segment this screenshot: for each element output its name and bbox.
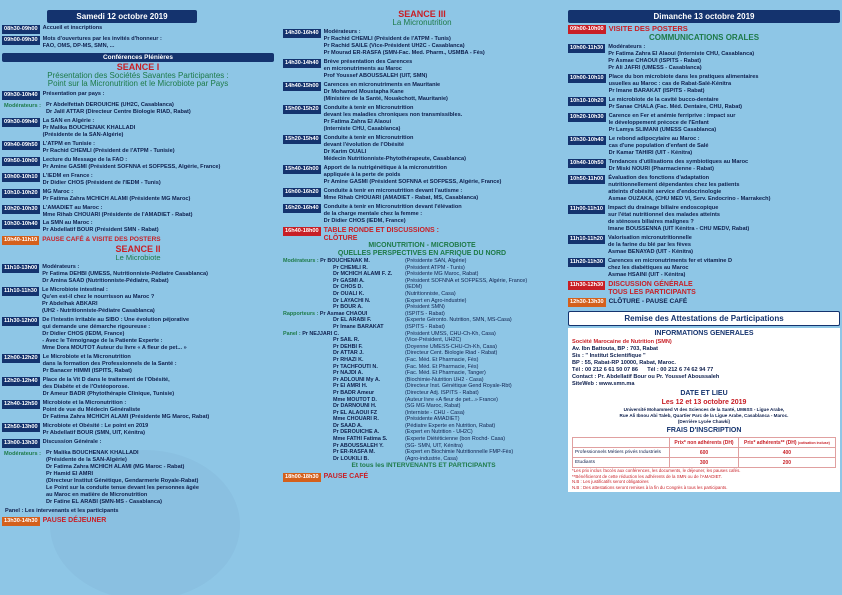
program-text: Microbiote et Obésité : Le point en 2019 Pr Abdellatif BOUR (SMN, UIT, Kénitra) — [42, 422, 149, 436]
person-name — [283, 311, 405, 318]
person-affiliation: (Agro-industrie, Casa) — [405, 455, 458, 462]
person-name — [283, 324, 405, 331]
venue-line: Rue Ali Ibnou Abi Taleb, Quartier Parc de la Ligue Arabe, Casablanca - Maroc. — [619, 413, 789, 419]
time-slot: 10h20-10h30 — [4, 205, 38, 212]
time-slot: 11h10-13h00 — [4, 265, 38, 272]
person-affiliation: (Pédiatre Experte en Nutrition, Rabat) — [405, 422, 496, 429]
person-row — [283, 423, 561, 430]
program-row — [283, 165, 561, 186]
person-affiliation: (Nutritionniste, Casa) — [405, 291, 456, 298]
program-row — [283, 188, 561, 202]
attestations-banner: Remise des Attestations de Participations — [568, 311, 840, 326]
person-row — [283, 364, 561, 371]
person-name — [283, 284, 405, 291]
person-name — [283, 390, 405, 397]
name: Pr BOUR A. — [333, 304, 363, 311]
program-row — [2, 102, 274, 116]
name: Pr Asmae CHAOUI — [319, 310, 368, 317]
person-affiliation: (Fac. Méd. Et Pharmacie, Fès) — [405, 363, 479, 370]
program-text: Apport de la nutrigénétique à la micronutrition appliquée à la perte de poids Pr Amine GASMI (Président SOFNNA et SOFPESS, Algérie, France) — [323, 165, 502, 186]
program-row — [2, 189, 274, 203]
program-text: Modérateurs : Pr Fatima Zahra El Alaoui (Interniste CHU, Casablanca) Pr Asmae CHAOUI (ISPITS - Rabat) Pr Ali JAFRI (UMESS - Casablanca) — [608, 44, 755, 72]
person-affiliation: (Expert en Nutrition - UH2C) — [405, 429, 473, 436]
person-affiliation: (ISPITS - Rabat) — [405, 310, 445, 317]
program-row — [283, 29, 561, 57]
program-row — [2, 25, 274, 34]
fees-title: FRAIS D'INSCRIPTION — [666, 426, 742, 434]
program-row — [2, 439, 274, 448]
person-name — [283, 443, 405, 450]
program-row — [568, 136, 840, 157]
program-text: De l'intestin irritable au SIBO : Une évolution péjorative qui demande une démarche rigoureuse : Dr Didier CHOS (IEDM, France) - Avec le Témoignage de la Patiente Experte : Mme Dora MOUTOT Auteur du livre « A fleur de pet... » — [42, 317, 190, 352]
general-discussion: 11h30-12h30 DISCUSSION GÉNÉRALE TOUS LES PARTICIPANTS — [570, 280, 696, 296]
person-name — [283, 331, 405, 338]
venue-line: Université Mohammed VI des Sciences de la Santé, UM6SS - Ligue Arabe, — [623, 407, 785, 413]
time-slot: 15h20-15h40 — [285, 136, 319, 143]
program-text: Conduite à tenir en Micronutrition devant les maladies chroniques non transmissibles. Pr Fatima Zahra El Alaoui (Interniste CHU, Casablanca) — [323, 105, 463, 133]
program-row — [2, 220, 274, 234]
person-name — [283, 350, 405, 357]
program-text: Mots d'ouvertures par les invités d'honneur : FAO, OMS, DP-MS, SMN, ... — [42, 35, 162, 49]
name: Pr BADR Ameur — [333, 389, 375, 396]
person-row — [283, 265, 561, 272]
time-slot: 14h40-15h00 — [285, 83, 319, 90]
person-affiliation: (Fac. Méd. Et Pharmacie, Fès) — [405, 356, 479, 363]
panel-1: Panel : Les intervenants et les participants — [5, 507, 119, 514]
person-affiliation: (ISPITS - Rabat) — [405, 323, 445, 330]
program-text: Présentation par pays : — [42, 90, 105, 97]
person-name — [283, 271, 405, 278]
person-row — [283, 350, 561, 357]
seance-2-subtitle: Le Microbiote — [115, 253, 161, 263]
person-name — [283, 278, 405, 285]
person-affiliation: (Président ATPM - Tunis) — [405, 264, 465, 271]
program-text: Carences en micronutriments fer et vitamine D chez les diabétiques au Maroc Asmae HSAINI (UIT - Kénitra) — [607, 257, 733, 278]
program-row — [2, 205, 274, 219]
name: Pr NEJJARI C. — [302, 330, 340, 337]
program-text: Discussion Générale : — [42, 438, 102, 445]
person-row — [283, 383, 561, 390]
program-text: Modérateurs : Pr Fatima DEHBI (UMESS, Nutritionniste-Pédiatre Casablanca) Dr Amina SAAD (Nutritionniste-Pédiatre, Rabat) — [42, 264, 208, 285]
info-line: Av. Ibn Battouta, BP : 703, Rabat — [572, 345, 658, 352]
list-label: Rapporteurs : — [283, 310, 320, 317]
date-title: DATE ET LIEU — [680, 389, 728, 397]
person-affiliation: (Expert en Agro-industrie) — [405, 297, 467, 304]
name: Pr SAIL R. — [333, 337, 360, 344]
person-name — [283, 258, 405, 265]
name: Pr ABOUSSALEH Y. — [333, 442, 384, 449]
time-slot: 09h40-09h50 — [4, 141, 38, 148]
name: Pr RHAZI K. — [333, 356, 364, 363]
time-slot: 10h00-10h10 — [570, 75, 604, 82]
person-affiliation: (SG MG Maroc, Rabat) — [405, 403, 461, 410]
name: Pr DEROUICHE A. — [333, 429, 380, 436]
person-row — [283, 436, 561, 443]
list-label: Modérateurs : — [283, 258, 321, 265]
time-slot: 10h20-10h30 — [570, 114, 604, 121]
fees-row-pro: Professionnels Métiers privés Industriels — [573, 448, 670, 458]
name: Mme FATHI Fatima S. — [333, 436, 388, 443]
time-slot: 11h20-11h30 — [570, 258, 603, 265]
program-text: Évaluation des fonctions d'adaptation nutritionnellement dépendantes chez les patients atteints d'obésité service d'endocrinologie Asmae OUZAKA, (CHU MED VI, Serv. Endocrino - Marrakech) — [608, 175, 771, 203]
info-title: INFORMATIONS GENERALES — [654, 330, 754, 338]
person-name — [283, 429, 405, 436]
program-text: Le Microbiote intestinal : Qu'en est-il chez le nourrisson au Maroc ? Pr Abdelhak ABKARI (UH2 - Nutritionniste-Pédiatre Casablanca) — [41, 287, 155, 315]
date-line: Les 12 et 13 octobre 2019 — [661, 398, 747, 406]
program-row — [2, 141, 274, 155]
seance-2-list — [2, 264, 274, 506]
name: Dr SAAD A. — [333, 422, 363, 429]
program-row — [2, 157, 274, 171]
person-row — [283, 449, 561, 456]
program-text: Microbiote et la Micronutrition : Point de vue du Médecin Généraliste Dr Fatima Zahra MCHICH ALAMI (Présidente MG Maroc, Rabat) — [42, 400, 210, 420]
time-slot: 11h00-11h10 — [570, 206, 603, 213]
fees-note: *Les prix inclus l'accès aux conférences, les documents, le déjeuner, les pauses cafés. — [572, 468, 741, 474]
name: Dr MCHICH ALAMI F. Z. — [333, 271, 393, 278]
person-row — [283, 304, 561, 311]
person-affiliation: (Directeur Cent. Biologie Riad - Rabat) — [405, 350, 498, 357]
name: Pr DEHBI F. — [333, 343, 363, 350]
day-title-sunday: Dimanche 13 octobre 2019 — [568, 10, 840, 23]
person-name — [283, 344, 405, 351]
time-slot: 08h30-09h00 — [4, 26, 38, 32]
person-affiliation: (Experte Géronto. Nutrition, SMN, MS-Casa) — [405, 317, 512, 324]
info-line: Sis : " Institut Scientifique " — [572, 352, 646, 359]
program-row — [2, 423, 274, 437]
fees-note: **Bénéficieront de cette réduction les adhérents de la SMN ou de l'AMADIET. — [572, 473, 722, 479]
info-line: Société Marocaine de Nutrition (SMN) — [572, 339, 672, 345]
column-saturday-afternoon — [283, 10, 561, 482]
time-slot: 11h10-11h20 — [570, 235, 603, 242]
name: Pr ADLOUNI My A. — [333, 376, 381, 383]
program-row — [2, 91, 274, 100]
time-slot: 16h20-16h40 — [285, 205, 319, 212]
closing: 12h30-13h30 CLÔTURE - PAUSE CAFÉ — [570, 298, 688, 306]
person-name — [283, 304, 405, 311]
conferences-header: Conférences Plénières — [2, 53, 274, 62]
time-slot: 14h30-16h40 — [285, 30, 319, 37]
person-name — [283, 357, 405, 364]
seance-2-title: SEANCE II — [115, 244, 161, 255]
day-title-saturday: Samedi 12 octobre 2019 — [47, 10, 197, 23]
program-row — [2, 354, 274, 375]
person-name — [283, 403, 405, 410]
opening-list — [2, 25, 274, 50]
time-slot: 12h50-13h00 — [4, 423, 38, 430]
oral-list — [568, 44, 840, 279]
person-name — [283, 416, 405, 423]
person-row — [283, 284, 561, 291]
name: Pr BOUCHENAK M. — [320, 258, 370, 265]
program-text: Impact du drainage biliaire endoscopique sur l'état nutritionnel des malades atteints de sténoses biliaires malignes ? Imane BOUSSENNA (UIT Kénitra - CHU MEDV, Rabat) — [607, 205, 750, 232]
round-table: 16h40-18h00 TABLE RONDE ET DISCUSSIONS : CLÔTURE — [285, 226, 439, 242]
person-affiliation: (Doyenne UMESS-CHU-Ch-Kh, Casa) — [405, 343, 497, 350]
program-row — [2, 118, 274, 139]
program-text: Place de la Vit D dans le traitement de l'Obésité, des Diabète et de l'Ostéoporose. Dr Ameur BADR (Phytothérapie Clinique, Tunisie) — [42, 377, 175, 398]
time-slot: 15h40-16h00 — [285, 166, 319, 173]
program-row — [2, 450, 274, 506]
seance-1-list — [2, 91, 274, 235]
person-name — [283, 377, 405, 384]
time-slot: 16h00-16h20 — [285, 189, 319, 196]
program-text: Conduite à tenir en micronutrition devant l'autisme : Mme Rihab CHOUARI (AMADIET - Rabat, MS, Casablanca) — [323, 188, 479, 202]
posters-visit: 09h00-10h00 VISITE DES POSTERS — [570, 24, 688, 33]
name: Pr GASMI A. — [333, 277, 365, 284]
program-text: Le Microbiote et la Micronutrition dans la formation des Professionnels de la Santé : Pr Banacer HIMMI (ISPITS, Rabat) — [42, 354, 177, 375]
program-text: MG Maroc : Pr Fatima Zahra MCHICH ALAMI (Présidente MG Maroc) — [42, 188, 191, 202]
time-slot: 12h40-12h50 — [4, 401, 38, 408]
person-affiliation: (Directeur Adj. ISPITS - Rabat) — [405, 389, 479, 396]
person-affiliation: (Interniste - CHU - Casa) — [405, 409, 465, 416]
time-slot: 10h00-11h30 — [570, 45, 604, 52]
program-text: La SMN au Maroc : Pr Abdellatif BOUR (Président SMN - Rabat) — [42, 220, 159, 234]
person-affiliation: (Vice-Président, UH2C) — [405, 337, 462, 344]
person-row — [283, 344, 561, 351]
fees-col-member: Prix* adhérents** (DH) (cotisation incluse) — [738, 438, 835, 448]
program-row — [568, 97, 840, 111]
program-row — [568, 235, 840, 256]
time-slot: 10h10-10h20 — [4, 189, 38, 196]
program-text: Pr Malika BOUCHENAK KHALLADI (Présidente de la SAN-Algérie) Dr Fatima Zahra MCHICH ALAMI (MG Maroc - Rabat) Pr Hamid El AMRI (Directeur Institut Génétique, Gendarmerie Royale-Rabat) Le Point sur la conduite tenue devant les personnes âgée au Maroc en matière de Micronutrition Dr Fatine EL ARABI (SMN-MS - Casablanca) — [46, 449, 199, 505]
name: Pr EL ALAOUI FZ — [333, 409, 378, 416]
list-label: Panel : — [283, 330, 303, 337]
seance-3-list — [283, 29, 561, 225]
person-row — [283, 337, 561, 344]
time-slot: 11h10-11h30 — [4, 288, 37, 295]
program-row — [568, 258, 840, 279]
program-row — [2, 264, 274, 285]
program-row — [2, 287, 274, 315]
name: Dr OUALI K. — [333, 291, 365, 298]
fees-note: N.B : Les justificatifs seront obligatoires — [572, 479, 649, 485]
fees-row-student: Etudiants — [573, 458, 670, 468]
person-name — [283, 317, 405, 324]
program-row — [568, 175, 840, 203]
website-link[interactable]: SiteWeb : www.smn.ma — [572, 380, 635, 387]
program-row — [568, 113, 840, 134]
name: Dr EL ARABI F. — [333, 317, 372, 324]
person-row — [283, 278, 561, 285]
program-text: Accueil et inscriptions — [42, 25, 103, 31]
person-name — [283, 423, 405, 430]
lunch-break: 13h30-14h30 PAUSE DÉJEUNER — [4, 516, 107, 524]
name: Dr LOUKILI B. — [333, 455, 369, 462]
fees-table: Prix* non adhérents (DH) Prix* adhérents** (DH) (cotisation incluse) Professionnels Métiers privés Industriels 600 400 Etudiants 300 200 — [572, 437, 836, 468]
person-row — [283, 271, 561, 278]
venue-line: (Derrière Lycée Chawki) — [677, 418, 731, 424]
program-row — [2, 400, 274, 421]
person-affiliation: (Expert en Biochimie Nutritionnelle FMP-Fès) — [405, 449, 514, 456]
program-row — [2, 317, 274, 352]
person-affiliation: (Président SOFNNA et SOFPESS, Algérie, France) — [405, 277, 528, 284]
person-name — [283, 291, 405, 298]
person-affiliation: (Biochimie-Nutrition UH2 - Casa) — [405, 376, 484, 383]
program-row — [283, 105, 561, 133]
person-row — [283, 370, 561, 377]
program-row — [283, 135, 561, 163]
fees-note: N.B : Des attestations seront remises à la fin du Congrès à tous les participants. — [572, 484, 728, 490]
name: Dr ATTAR J. — [333, 350, 364, 357]
name: Mme CHOUARI R. — [333, 416, 379, 423]
person-name — [283, 364, 405, 371]
program-text: Brève présentation des Carences en micronutriments au Maroc Prof Youssef ABOUSSALEH (UIT, SMN) — [323, 59, 428, 80]
seance-3-title: SEANCE III — [398, 9, 446, 19]
program-text: La SAN en Algérie : Pr Malika BOUCHENAK KHALLADI (Présidente de la SAN-Algérie) — [42, 117, 136, 138]
person-name — [283, 456, 405, 463]
time-slot: Modérateurs : — [4, 450, 41, 457]
time-slot: 10h00-10h10 — [4, 173, 38, 180]
column-sunday — [568, 10, 840, 492]
person-row — [283, 258, 561, 265]
program-text: Pr Abdelfettah DEROUICHE (UH2C, Casablanca) Dr Jalil ATTAR (Directeur Centre Biologie RIAD, Rabat) — [46, 101, 191, 115]
name: Pr El AMRI H. — [333, 383, 368, 390]
person-row — [283, 291, 561, 298]
program-text: L'ATPM en Tunisie : Pr Rachid CHEMLI (Président de l'ATPM - Tunisie) — [42, 140, 175, 154]
program-row — [283, 59, 561, 80]
name: Pr CHEMLI R. — [333, 264, 368, 271]
name: Dr CHOS D. — [333, 284, 363, 291]
person-row — [283, 317, 561, 324]
round-table-subtitle: MICONUTRITION - MICROBIOTE QUELLES PERSPECTIVES EN AFRIQUE DU NORD — [337, 242, 507, 257]
program-row — [2, 173, 274, 187]
person-name — [283, 265, 405, 272]
time-slot: 09h00-09h30 — [4, 36, 38, 43]
program-row — [568, 205, 840, 233]
program-text: Lecture du Message de la FAO : Pr Amine GASMI (Président SOFNNA et SOFPESS, Algérie, France) — [42, 156, 221, 170]
person-row — [283, 390, 561, 397]
person-affiliation: (Auteur livre «A fleur de pet...» France) — [405, 396, 498, 403]
person-row — [283, 443, 561, 450]
info-line: Tél : 00 212 6 61 50 07 86 Tél : 00 212 6 74 62 94 77 — [572, 366, 714, 373]
program-text: Carences en micronutriments en Mauritanie Dr Mohamed Moustapha Kane (Ministère de la Santé, Nouakchott, Mauritanie) — [323, 82, 448, 103]
person-row — [283, 377, 561, 384]
time-slot: 12h00-12h20 — [4, 355, 38, 362]
time-slot: 10h30-10h40 — [4, 221, 38, 228]
time-slot: 14h30-14h40 — [285, 60, 319, 67]
program-row — [283, 204, 561, 225]
person-row — [283, 331, 561, 338]
program-text: Place du bon microbiote dans les pratiques alimentaires usuelles au Maroc : cas de Rabat-Salé-Kénitra Pr Imane BARAKAT (ISPITS - Rabat) — [608, 74, 759, 95]
person-row — [283, 410, 561, 417]
person-row — [283, 416, 561, 423]
person-name — [283, 383, 405, 390]
time-slot: 09h30-09h40 — [4, 118, 38, 125]
person-row — [283, 456, 561, 463]
seance-1-title: SEANCE I — [116, 61, 160, 72]
moderators-panel-list — [283, 258, 561, 462]
program-text: Conduite à tenir en Micronutrition devant l'évolution de l'Obésité Dr Karim OUALI Médecin Nutritionniste-Phytothérapeute, Casablanca) — [323, 135, 466, 163]
person-affiliation: (Président SMN) — [405, 304, 445, 311]
person-row — [283, 429, 561, 436]
person-name — [283, 449, 405, 456]
time-slot: 11h30-12h00 — [4, 318, 38, 325]
program-text: Tendances d'utilisations des symbiotiques au Maroc Dr Miski NOURI (Pharmacienne - Rabat) — [608, 159, 749, 173]
person-affiliation: (Fac. Méd. Et Pharmacie, Tanger) — [405, 370, 486, 377]
pause-2: 18h00-18h30 PAUSE CAFÉ — [285, 472, 369, 480]
person-name — [283, 397, 405, 404]
person-row — [283, 324, 561, 331]
person-row — [283, 311, 561, 318]
program-row — [568, 44, 840, 72]
time-slot: 10h50-11h00 — [570, 176, 604, 183]
time-slot: Modérateurs : — [4, 102, 41, 109]
program-text: L'AMADIET au Maroc : Mme Rihab CHOUARI (Présidente de l'AMADIET - Rabat) — [42, 204, 193, 218]
time-slot: 10h40-10h50 — [570, 160, 604, 167]
person-affiliation: (IEDM) — [405, 284, 423, 291]
person-name — [283, 370, 405, 377]
person-affiliation: (SG- SMN, UIT, Kénitra) — [405, 442, 463, 449]
time-slot: 12h20-12h40 — [4, 378, 38, 385]
program-text: Modérateurs : Pr Rachid CHEMLI (Président de l'ATPM - Tunis) Pr Rachid SAILE (Vice-Président UH2C - Casablanca) Pr Mourad ER-RASFA (SMN-Fac. Med. Pharm., USMBA - Fès) — [323, 29, 485, 57]
pause-1: 10h40-11h10 PAUSE CAFÉ & VISITE DES POSTERS — [4, 236, 161, 244]
name: Pr TACHFOUTI N. — [333, 363, 378, 370]
person-name — [283, 410, 405, 417]
time-slot: 15h00-15h20 — [285, 106, 319, 113]
program-text: Carence en Fer et anémie ferriprive : impact sur le développement précoce de l'Enfant Pr Lamya SLIMANI (UMESS Casablanca) — [608, 113, 736, 134]
program-row — [2, 36, 274, 50]
seance-1-subtitle: Présentation des Sociétés Savantes Participantes : Point sur la Micronutrition et le Microbiote par Pays — [47, 70, 229, 89]
person-row — [283, 403, 561, 410]
name: Pr Imane BARAKAT — [333, 323, 384, 330]
name: Mme MOUTOT D. — [333, 396, 377, 403]
time-slot: 10h10-10h20 — [570, 98, 604, 105]
program-text: Le microbiote de la cavité bucco-dentaire Pr Sanae CHALA (Fac. Méd. Dentaire, CHU, Rabat) — [608, 97, 743, 111]
program-row — [568, 159, 840, 173]
person-affiliation: (Présidente SAN, Algérie) — [405, 258, 467, 265]
person-name — [283, 436, 405, 443]
person-name — [283, 298, 405, 305]
person-row — [283, 397, 561, 404]
program-row — [568, 74, 840, 95]
person-affiliation: (Experte Diététicienne (bon Rochd- Casa) — [405, 436, 506, 443]
program-text: L'IEDM en France : Dr Didier CHOS (Président de l'IEDM - Tunis) — [42, 172, 161, 186]
info-box — [568, 328, 840, 492]
program-text: Le rebond adipocytaire au Maroc : cas d'une population d'enfant de Salé Dr Kamar TAHIRI (UIT - Kénitra) — [608, 136, 709, 157]
fees-col-nonmember: Prix* non adhérents (DH) — [670, 438, 739, 448]
oral-communications: COMMUNICATIONS ORALES — [648, 32, 760, 42]
info-line: BP : 55, Rabat-RP 10000, Rabat, Maroc. — [572, 359, 676, 366]
program-text: Conduite à tenir en Micronutrition devant l'élévation de la charge mentale chez la femme : Dr Didier CHOS (IEDM, France) — [323, 204, 462, 224]
time-slot: 10h30-10h40 — [570, 137, 604, 144]
person-row — [283, 298, 561, 305]
name: Pr NAJDI A. — [333, 370, 364, 377]
time-slot: 09h50-10h00 — [4, 157, 38, 164]
person-affiliation: (Présidente MG Maroc, Rabat) — [405, 271, 479, 278]
time-slot: 13h00-13h30 — [4, 439, 38, 446]
program-text: Valorisation micronutritionnelle de la farine du blé par les fèves Asmae BENAYAD (UIT - Kénitra) — [607, 234, 694, 255]
name: Dr DARNOUNI H. — [333, 403, 377, 410]
person-affiliation: (Directeur Inst. Génétique Gend Royale-Rbt) — [405, 383, 512, 390]
seance-3-subtitle: La Micronutrition — [392, 18, 452, 27]
column-saturday — [2, 10, 274, 526]
person-affiliation: (Présidente AMADIET) — [405, 416, 460, 423]
panel-2: Et tous les INTERVENANTS ET PARTICIPANTS — [351, 462, 496, 470]
name: Dr LAYACHI N. — [333, 297, 371, 304]
program-row — [2, 377, 274, 398]
person-name — [283, 337, 405, 344]
person-affiliation: (Président UMSS, CHU-Ch-Kh, Casa) — [405, 330, 496, 337]
person-row — [283, 357, 561, 364]
info-line: Contact : Pr. Abdellatif Bour ou Pr. Youssef Aboussaleh — [572, 373, 720, 380]
name: Pr ER-RASFA M. — [333, 449, 376, 456]
time-slot: 09h30-10h40 — [4, 91, 38, 98]
program-row — [283, 82, 561, 103]
